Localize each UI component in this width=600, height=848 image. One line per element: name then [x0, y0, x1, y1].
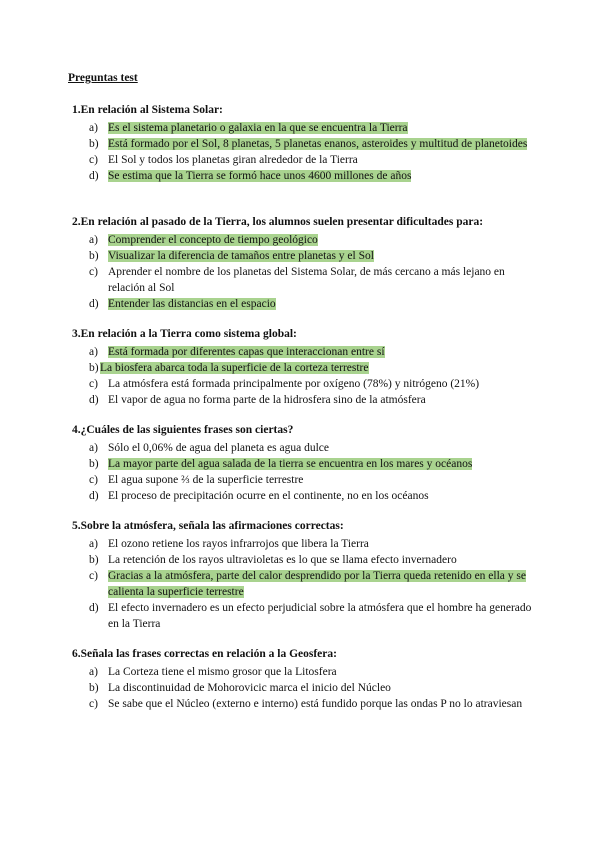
question-2: [72, 214, 532, 312]
question-heading: 2.En relación al pasado de la Tierra, los alumnos suelen presentar dificultades para:: [72, 216, 484, 228]
option-text: Se estima que la Tierra se formó hace unos 4600 millones de años: [108, 170, 412, 182]
question-heading: 4.¿Cuáles de las siguientes frases son ciertas?: [72, 424, 294, 436]
question-heading: 6.Señala las frases correctas en relación a la Geosfera:: [72, 648, 337, 660]
option-d: d) El efecto invernadero es un efecto perjudicial sobre la atmósfera que el hombre ha generado en la Tierra: [89, 602, 532, 630]
option-b: b) Está formado por el Sol, 8 planetas, 5 planetas enanos, asteroides y multitud de planetoides: [89, 138, 528, 150]
option-text: El proceso de precipitación ocurre en el continente, no en los océanos: [108, 490, 429, 502]
option-text: Entender las distancias en el espacio: [108, 298, 276, 310]
option-a: a) Es el sistema planetario o galaxia en la que se encuentra la Tierra: [89, 122, 408, 134]
question-heading: 1.En relación al Sistema Solar:: [72, 104, 223, 116]
option-text: Aprender el nombre de los planetas del Sistema Solar, de más cercano a más lejano en relación al Sol: [108, 266, 505, 294]
option-c: c) Aprender el nombre de los planetas del Sistema Solar, de más cercano a más lejano en relación al Sol: [89, 266, 505, 294]
option-text: Está formada por diferentes capas que interaccionan entre sí: [108, 346, 385, 358]
option-text: La biosfera abarca toda la superficie de la corteza terrestre: [100, 362, 369, 374]
question-4: [72, 422, 532, 504]
option-text: Se sabe que el Núcleo (externo e interno) está fundido porque las ondas P no lo atraviesan: [108, 698, 523, 710]
option-b: b) Visualizar la diferencia de tamaños entre planetas y el Sol: [89, 250, 374, 262]
option-text: Visualizar la diferencia de tamaños entre planetas y el Sol: [108, 250, 374, 262]
option-text: El vapor de agua no forma parte de la hidrosfera sino de la atmósfera: [108, 394, 426, 406]
option-text: La retención de los rayos ultravioletas es lo que se llama efecto invernadero: [108, 554, 457, 566]
option-c: c) Gracias a la atmósfera, parte del calor desprendido por la Tierra queda retenido en ella y se calienta la superficie terrestre: [89, 570, 526, 598]
option-text: Gracias a la atmósfera, parte del calor desprendido por la Tierra queda retenido en ella y se calienta la superficie terrestre: [108, 570, 526, 598]
option-text: El efecto invernadero es un efecto perjudicial sobre la atmósfera que el hombre ha generado en la Tierra: [108, 602, 532, 630]
option-d: d) El vapor de agua no forma parte de la hidrosfera sino de la atmósfera: [89, 394, 426, 406]
option-c: c) El agua supone ⅔ de la superficie terrestre: [89, 474, 304, 486]
question-3: [72, 326, 532, 408]
option-c: c) Se sabe que el Núcleo (externo e interno) está fundido porque las ondas P no lo atraviesan: [89, 698, 523, 710]
option-text: Es el sistema planetario o galaxia en la que se encuentra la Tierra: [108, 122, 408, 134]
option-b: b) La retención de los rayos ultravioletas es lo que se llama efecto invernadero: [89, 554, 457, 566]
option-b: b) La biosfera abarca toda la superficie de la corteza terrestre: [89, 362, 369, 374]
option-a: a) Está formada por diferentes capas que interaccionan entre sí: [89, 346, 385, 358]
option-c: c) La atmósfera está formada principalmente por oxígeno (78%) y nitrógeno (21%): [89, 378, 480, 390]
option-d: d) El proceso de precipitación ocurre en el continente, no en los océanos: [89, 490, 429, 502]
option-a: a) Comprender el concepto de tiempo geológico: [89, 234, 318, 246]
option-text: El agua supone ⅔ de la superficie terrestre: [108, 474, 304, 486]
question-1: [72, 102, 532, 184]
option-d: d) Entender las distancias en el espacio: [89, 298, 276, 310]
option-text: La atmósfera está formada principalmente por oxígeno (78%) y nitrógeno (21%): [108, 378, 480, 390]
option-text: El Sol y todos los planetas giran alrededor de la Tierra: [108, 154, 358, 166]
question-6: [72, 646, 532, 712]
option-a: a) Sólo el 0,06% de agua del planeta es agua dulce: [89, 442, 329, 454]
option-a: a) El ozono retiene los rayos infrarrojos que libera la Tierra: [89, 538, 369, 550]
page-title: Preguntas test: [68, 72, 138, 84]
option-a: a) La Corteza tiene el mismo grosor que la Litosfera: [89, 666, 337, 678]
option-text: Sólo el 0,06% de agua del planeta es agua dulce: [108, 442, 329, 454]
option-text: La mayor parte del agua salada de la tierra se encuentra en los mares y océanos: [108, 458, 473, 470]
question-heading: 5.Sobre la atmósfera, señala las afirmaciones correctas:: [72, 520, 344, 532]
question-heading: 3.En relación a la Tierra como sistema global:: [72, 328, 297, 340]
option-b: b) La mayor parte del agua salada de la tierra se encuentra en los mares y océanos: [89, 458, 473, 470]
option-text: El ozono retiene los rayos infrarrojos que libera la Tierra: [108, 538, 369, 550]
option-text: Está formado por el Sol, 8 planetas, 5 planetas enanos, asteroides y multitud de planetoides: [108, 138, 528, 150]
option-d: d) Se estima que la Tierra se formó hace unos 4600 millones de años: [89, 170, 412, 182]
option-text: Comprender el concepto de tiempo geológico: [108, 234, 318, 246]
question-5: [72, 518, 532, 632]
option-text: La discontinuidad de Mohorovicic marca el inicio del Núcleo: [108, 682, 391, 694]
option-text: La Corteza tiene el mismo grosor que la Litosfera: [108, 666, 337, 678]
option-b: b) La discontinuidad de Mohorovicic marca el inicio del Núcleo: [89, 682, 391, 694]
option-c: c) El Sol y todos los planetas giran alrededor de la Tierra: [89, 154, 358, 166]
